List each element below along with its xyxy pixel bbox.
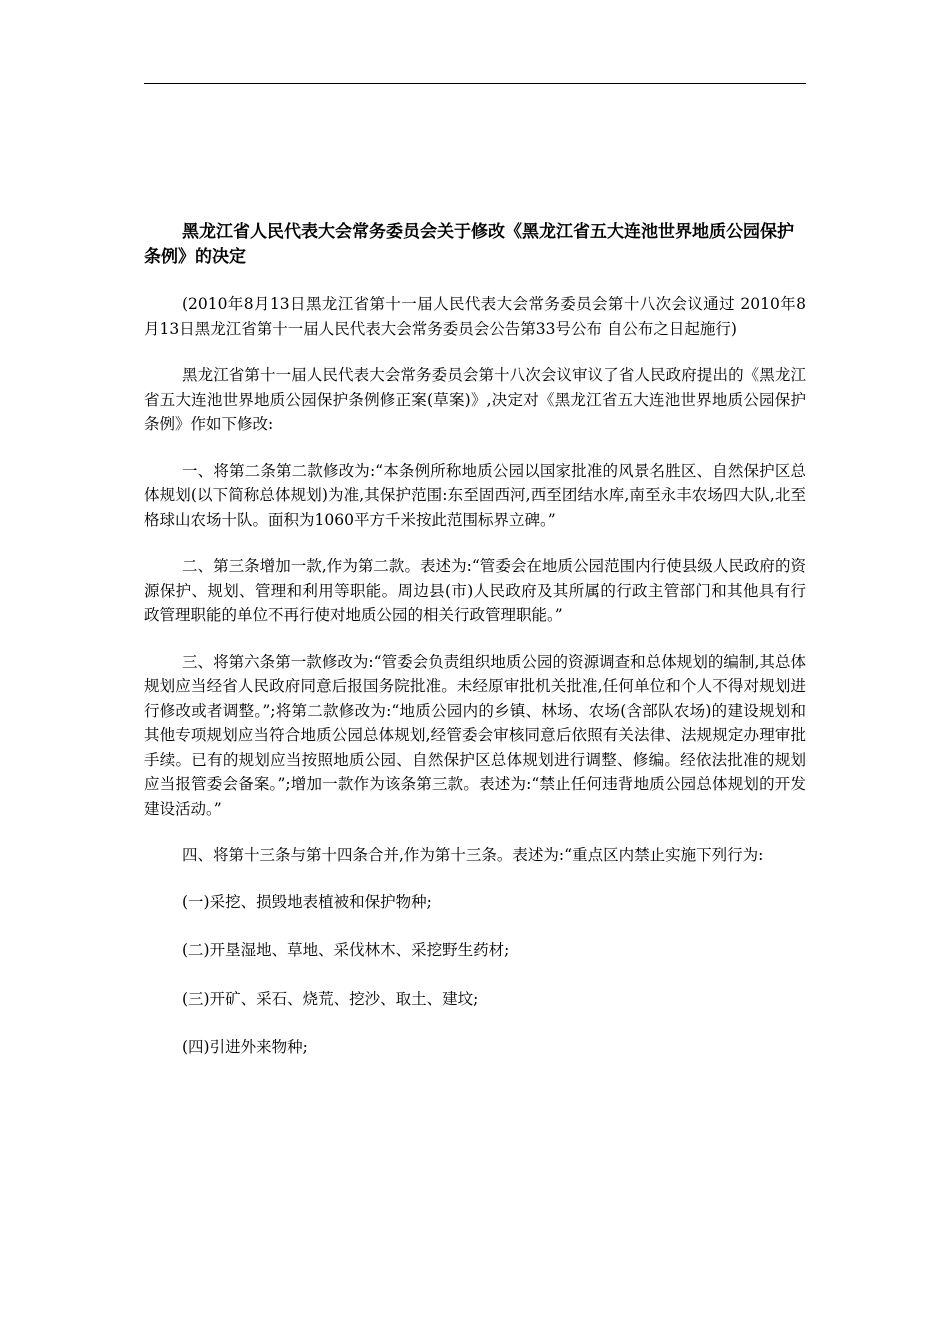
paragraph-amendment-4: 四、将第十三条与第十四条合并,作为第十三条。表述为:“重点区内禁止实施下列行为:: [182, 846, 764, 864]
paragraph-amendment-2: 二、第三条增加一款,作为第二款。表述为:“管委会在地质公园范围内行使县级人民政府的资源保护、规划、管理和利用等职能。周边县(市)人民政府及其所属的行政主管部门和其他具有行政管理职能的单位不再行使对地质公园的相关行政管理职能。”: [144, 557, 806, 624]
list-item: (一)采挖、损毁地表植被和保护物种;: [182, 892, 432, 911]
paragraph-preamble: 黑龙江省第十一届人民代表大会常务委员会第十八次会议审议了省人民政府提出的《黑龙江省五大连池世界地质公园保护条例修正案(草案)》,决定对《黑龙江省五大连池世界地质公园保护条例》作如下修改:: [144, 366, 806, 433]
adoption-note: (2010年8月13日黑龙江省第十一届人民代表大会常务委员会第十八次会议通过 2010年8月13日黑龙江省第十一届人民代表大会常务委员会公告第33号公布 自公布之日起施行): [144, 295, 806, 338]
header-rule: [144, 83, 806, 84]
document-body: [144, 220, 806, 1084]
paragraph-amendment-1: 一、将第二条第二款修改为:“本条例所称地质公园以国家批准的风景名胜区、自然保护区总体规划(以下简称总体规划)为准,其保护范围:东至固西河,西至团结水库,南至永丰农场四大队,北至格球山农场十队。面积为1060平方千米按此范围标界立碑。”: [144, 461, 806, 529]
list-item: (二)开垦湿地、草地、采伐林木、采挖野生药材;: [182, 941, 510, 959]
list-item: (三)开矿、采石、烧荒、挖沙、取土、建坟;: [182, 989, 479, 1008]
paragraph-amendment-3: 三、将第六条第一款修改为:“管委会负责组织地质公园的资源调查和总体规划的编制,其总体规划应当经省人民政府同意后报国务院批准。未经原审批机关批准,任何单位和个人不得对规划进行修改或者调整。”;将第二款修改为:“地质公园内的乡镇、林场、农场(含部队农场)的建设规划和其他专项规划应当符合地质公园总体规划,经管委会审核同意后依照有关法律、法规规定办理审批手续。已有的规划应当按照地质公园、自然保护区总体规划进行调整、修编。经依法批准的规划应当报管委会备案。”;增加一款作为该条第三款。表述为:“禁止任何违背地质公园总体规划的开发建设活动。”: [144, 652, 806, 818]
list-item: (四)引进外来物种;: [182, 1038, 308, 1056]
document-title: 黑龙江省人民代表大会常务委员会关于修改《黑龙江省五大连池世界地质公园保护条例》的决定: [144, 222, 794, 267]
